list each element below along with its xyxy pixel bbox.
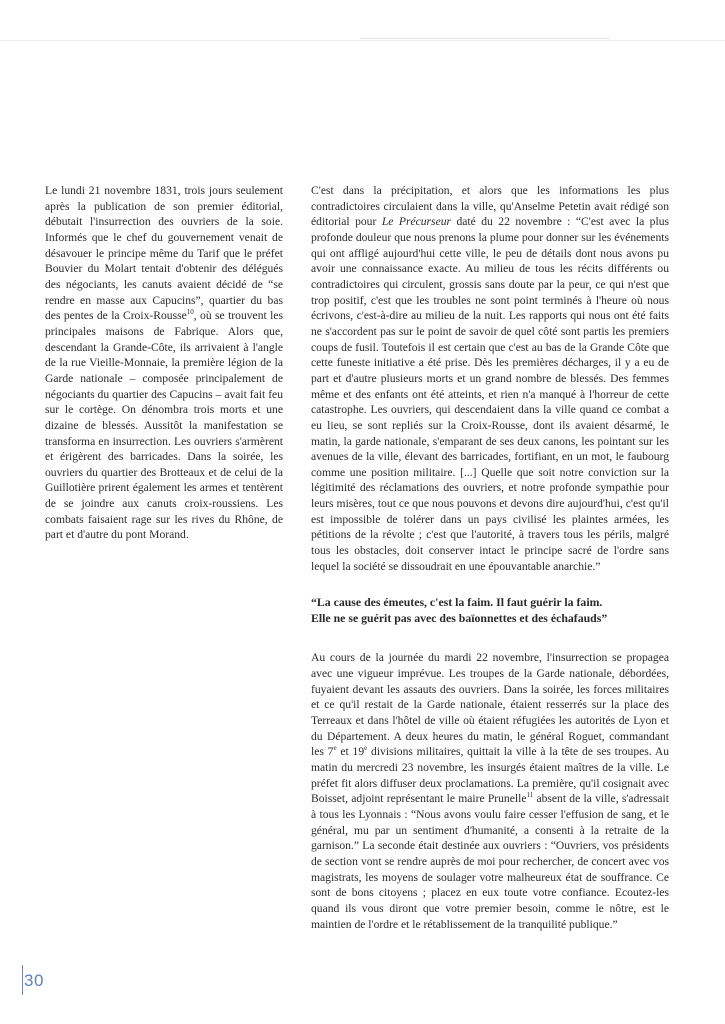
footnote-ref-11: 11 [526,791,534,800]
pull-quote-line-1: “La cause des émeutes, c'est la faim. Il faut guérir la faim. [311,595,603,610]
p2-text-c: divisions militaires, quittait la ville à la tête de ses troupes. Au matin du mercredi 23 novembre, les insurgés étaient maîtres de la ville. Le préfet fit alors diffuser deux proclamations. La première, qu'il cosignait avec Boisset, adjoint représentant le maire Prunelle [311,745,669,806]
p1-before-title: C'est dans la précipitation, et alors que les informations les plus contradictoires circulaient dans la ville, qu'Anselme Petetin avait rédigé son éditorial pour [311,184,669,229]
p2-text-a: Au cours de la journée du mardi 22 novembre, l'insurrection se propagea avec une vigueur imprévue. Les troupes de la Garde nationale, débordées, fuyaient devant les assauts des ouvriers. Dans la soirée, les forces militaires et ce qu'il restait de la Garde nationale, étaient resserrés sur la place des Terreaux et dans l'hôtel de ville où étaient réfugiées les autorités de Lyon et du Département. A deux heures du matin, le général Roguet, commandant les 7 [311,651,669,759]
left-paragraph [45,183,283,543]
right-paragraph-1 [311,183,669,574]
pull-quote [311,594,669,626]
header-rule [0,40,725,41]
newspaper-title: Le Précurseur [381,215,452,229]
right-paragraph-2 [311,650,669,932]
page-number: 30 [24,971,44,990]
right-column [311,183,669,932]
folio-bar [22,965,23,995]
ordinal-sup-1: e [333,744,337,753]
ordinal-sup-2: e [364,744,368,753]
pull-quote-line-2: Elle ne se guérit pas avec des baïonnettes et des échafauds” [311,611,608,626]
left-column [45,183,283,543]
left-text-a: Le lundi 21 novembre 1831, trois jours seulement après la publication de son premier éditorial, débutait l'insurrection des ouvriers de la soie. Informés que le chef du gouvernement venait de désavouer le principe même du Tarif que le préfet Bouvier du Molart tentait d'obtenir des délégués des négociants, les canuts avaient décidé de “se rendre en masse aux Capucins”, quartier du bas des pentes de la Croix-Rousse [45,184,283,323]
left-text-b: , où se trouvent les principales maisons de Fabrique. Alors que, descendant la Grande-Côte, ils arrivaient à l'angle de la rue Vieille-Monnaie, la première légion de la Garde nationale – composée principalement de négociants du quartier des Capucins – avait fait feu sur le cortège. On dénombra trois morts et une dizaine de blessés. Aussitôt la manifestation se transforma en insurrection. Les ouvriers s'armèrent et érigèrent des barricades. Dans la soirée, les ouvriers du quartier des Brotteaux et de celui de la Guillotière prirent également les armes et tentèrent de se joindre aux canuts croix-roussiens. Les combats faisaient rage sur les rives du Rhône, de part et d'autre du pont Morand. [45,309,283,542]
p1-after-title: daté du 22 novembre : “C'est avec la plus profonde douleur que nous prenons la plume pour donner sur les événements qui ont affligé aujourd'hui cette ville, le peu de détails dont nous avons pu avoir une connaissance exacte. Au milieu de tous les récits différents ou contradictoires qui circulent, grossis sans doute par la peur, ce qui n'est que trop positif, c'est que les troubles ne sont point terminés à l'heure où nous écrivons, c'est-à-dire au milieu de la nuit. Les rapports qui nous ont été faits ne s'accordent pas sur le point de savoir de quel côté sont partis les premiers coups de fusil. Toutefois il est certain que c'est au bas de la Grande Côte que cette funeste initiative a été prise. Dès les premières décharges, il y a eu de part et d'autre plusieurs morts et un grand nombre de blessés. Des femmes même et des enfants ont été atteints, et rien n'a manqué à l'horreur de cette catastrophe. Les ouvriers, qui descendaient dans la ville quand ce combat a eu lieu, se sont repliés sur la Croix-Rousse, dont ils avaient désarmé, le matin, la garde nationale, s'emparant de ses deux canons, les pointant sur les avenues de la ville, élevant des barricades, fortifiant, en un mot, le faubourg comme une position militaire. [...] Quelle que soit notre conviction sur la légitimité des réclamations des ouvriers, et notre profonde sympathie pour leurs misères, tout ce que nous pouvons et devons dire aujourd'hui, c'est qu'il est impossible de tolérer dans un pays civilisé les plaintes armées, les pétitions de la révolte ; c'est que l'autorité, à travers tous les périls, malgré tous les obstacles, doit conserver intact le principe sacré de l'ordre sans lequel la société se dissoudrait en une épouvantable anarchie.” [311,215,670,573]
footnote-ref-10: 10 [186,308,194,317]
p2-text-d: absent de la ville, s'adressait à tous les Lyonnais : “Nous avons voulu faire cesser l'effusion de sang, et le général, mu par un sentiment d'humanité, a consenti à la retraite de la garnison.” La seconde était destinée aux ouvriers : “Ouvriers, vos présidents de section vont se rendre auprès de moi pour rechercher, de concert avec vos magistrats, les moyens de soulager votre malheureux état de souffrance. Ce sont de bons citoyens ; placez en eux toute votre confiance. Ecoutez-les quand ils vous diront que votre premier besoin, comme le nôtre, est le maintien de l'ordre et le rétablissement de la tranquilité publique.” [311,792,669,931]
header-rule-secondary [360,38,610,39]
p2-text-b: et 19 [336,745,365,759]
